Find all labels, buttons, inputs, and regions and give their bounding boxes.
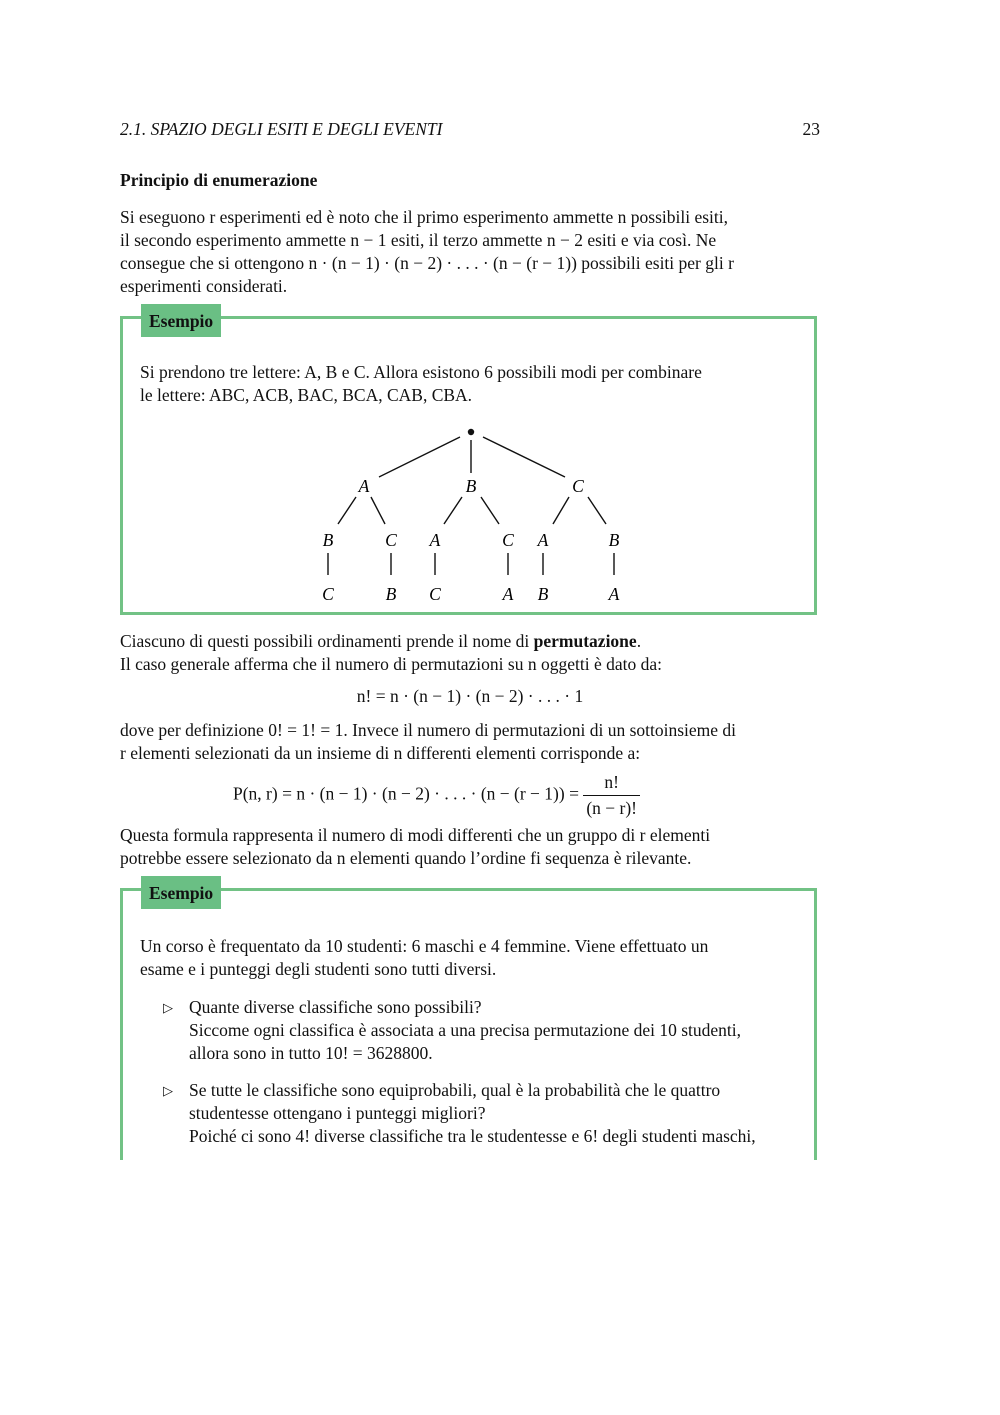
section-title: 2.1. SPAZIO DEGLI ESITI E DEGLI EVENTI [120,119,443,139]
list-item-body [189,996,797,1065]
triangle-bullet-icon: ▷ [163,1000,173,1015]
tree-node: C [502,530,514,550]
paragraph-line: r elementi selezionati da un insieme di n differenti elementi corrisponde a: [120,743,641,763]
tree-edge [371,497,385,524]
example-line: esame e i punteggi degli studenti sono tutti diversi. [140,959,497,979]
tree-node: A [537,530,549,550]
intro-line: esperimenti considerati. [120,276,288,296]
example-line: le lettere: ABC, ACB, BAC, BCA, CAB, CBA. [140,385,473,405]
example-line: Si prendono tre lettere: A, B e C. Allora esistono 6 possibili modi per combinare [140,362,702,382]
fraction-denominator: (n − r)! [586,798,638,818]
example-line: Un corso è frequentato da 10 studenti: 6 maschi e 4 femmine. Viene effettuato un [140,936,709,956]
list-item-line: Siccome ogni classifica è associata a una precisa permutazione dei 10 studenti, [189,1020,742,1040]
intro-line: consegue che si ottengono n · (n − 1) · (n − 2) · . . . · (n − (r − 1)) possibili esiti per gli r [120,253,734,273]
tree-node: C [429,584,441,604]
intro-paragraph [120,206,820,298]
intro-line: il secondo esperimento ammette n − 1 esiti, il terzo ammette n − 2 esiti e via così. Ne [120,230,717,250]
permutation-formula [233,772,640,819]
example-text [140,935,797,981]
permutation-tree [123,319,817,615]
example-label: Esempio [141,304,221,337]
list-item-body [189,1079,797,1148]
formula-lhs: P(n, r) = n · (n − 1) · (n − 2) · . . . · (n − (r − 1)) = [233,783,579,804]
example-box-1 [120,311,817,615]
text-span: . [636,631,642,651]
triangle-bullet-icon: ▷ [163,1083,173,1098]
example-box-2 [120,883,817,1160]
tree-node: B [608,530,620,550]
fraction-numerator: n! [583,772,640,796]
tree-node: B [465,476,477,496]
tree-edge [379,437,460,477]
paragraph-line [120,630,820,653]
tree-node: C [322,584,334,604]
tree-node: A [608,584,620,604]
list-item-line: Quante diverse classifiche sono possibili? [189,997,482,1017]
paragraph-line: Questa formula rappresenta il numero di modi differenti che un gruppo di r elementi [120,825,711,845]
tree-edge [588,497,606,524]
term-permutazione: permutazione [533,631,637,651]
paragraph-line: potrebbe essere selezionato da n elementi quando l’ordine fi sequenza è rilevante. [120,848,692,868]
permutation-paragraph [120,630,820,676]
example-label: Esempio [141,876,221,909]
list-item [163,996,797,1065]
paragraph-line: dove per definizione 0! = 1! = 1. Invece il numero di permutazioni di un sottoinsieme di [120,720,737,740]
list-item-line: Se tutte le classifiche sono equiprobabili, qual è la probabilità che le quattro [189,1080,721,1100]
running-header [120,119,820,140]
tree-node: B [385,584,397,604]
tree-node: A [358,476,370,496]
paragraph-line: Il caso generale afferma che il numero di permutazioni su n oggetti è dato da: [120,654,662,674]
tree-node: C [572,476,584,496]
intro-line: Si eseguono r esperimenti ed è noto che il primo esperimento ammette n possibili esiti, [120,207,728,227]
meaning-paragraph [120,824,820,870]
tree-edge [481,497,499,524]
tree-edge [553,497,569,524]
list-item-line: studentesse ottengano i punteggi migliori? [189,1103,486,1123]
page-number: 23 [802,119,820,139]
tree-node: B [537,584,549,604]
tree-edge [444,497,462,524]
formula-fraction [583,772,640,819]
tree-root [468,429,474,435]
list-item-line: allora sono in tutto 10! = 3628800. [189,1043,433,1063]
tree-node: A [429,530,441,550]
section-heading: Principio di enumerazione [120,170,318,190]
tree-node: A [502,584,514,604]
factorial-formula: n! = n · (n − 1) · (n − 2) · . . . · 1 [356,686,584,706]
tree-edge [483,437,565,477]
tree-edge [338,497,356,524]
text-span: Ciascuno di questi possibili ordinamenti prende il nome di [120,631,534,651]
list-item [163,1079,797,1148]
definition-paragraph [120,719,820,765]
tree-node: B [322,530,334,550]
list-item-line: Poiché ci sono 4! diverse classifiche tra le studentesse e 6! degli studenti maschi, [189,1126,756,1146]
tree-node: C [385,530,397,550]
